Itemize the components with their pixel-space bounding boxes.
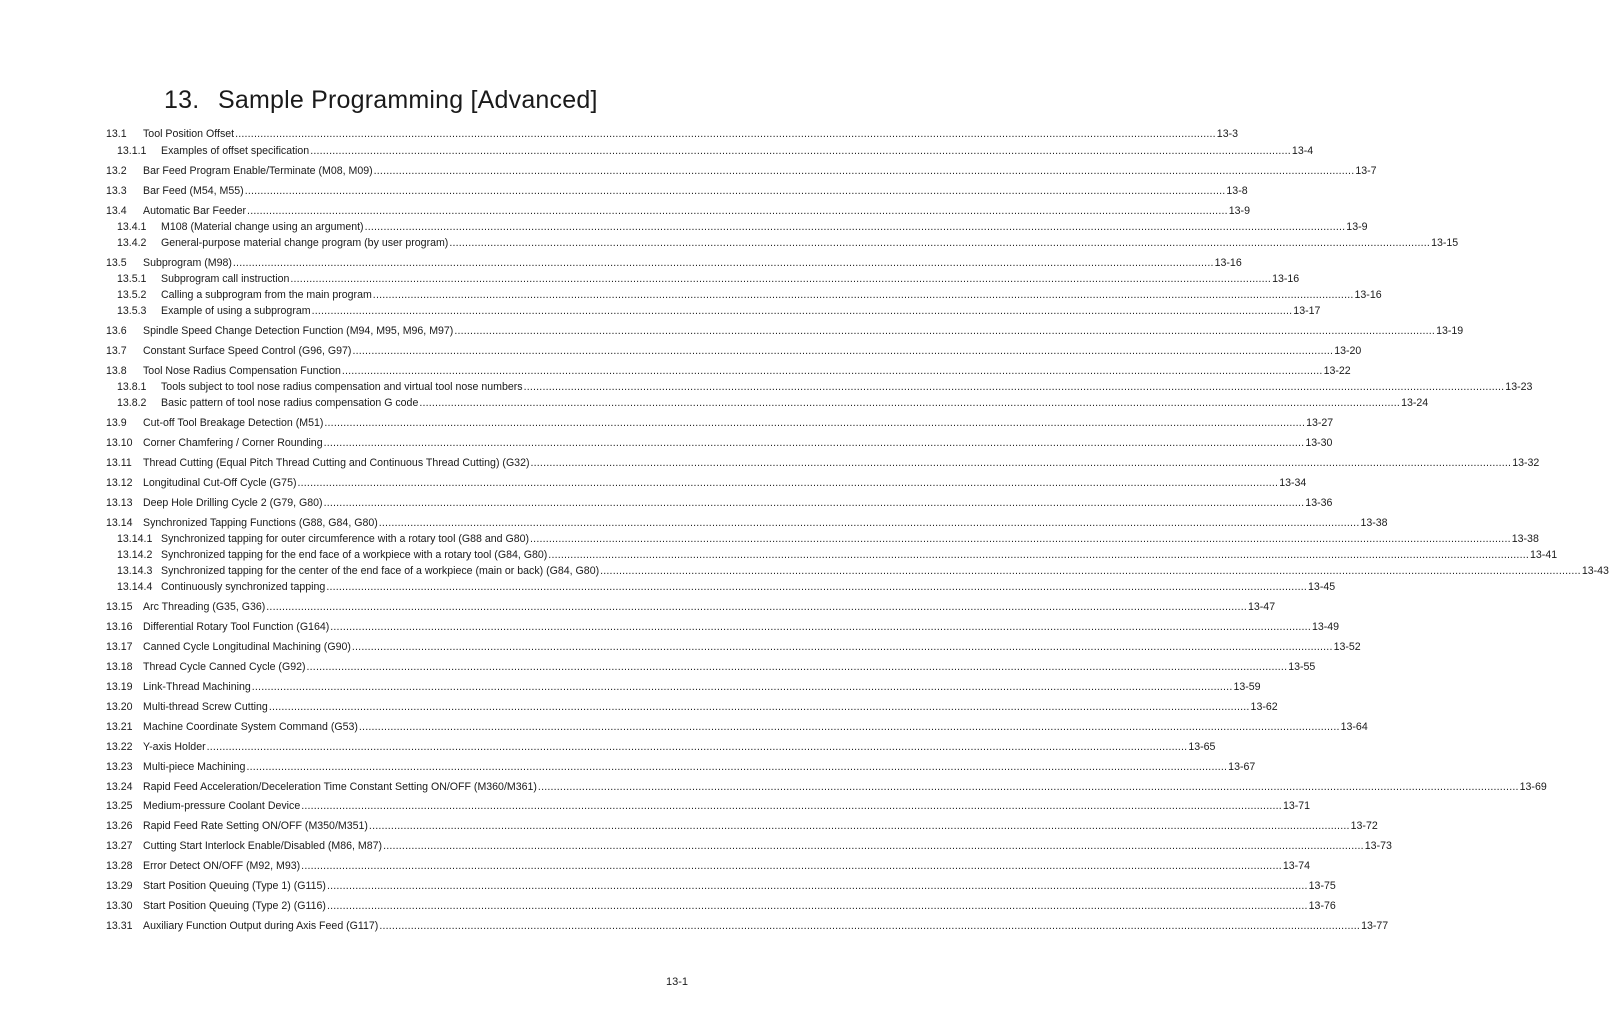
toc-entry-page: 13-16 — [1214, 257, 1242, 269]
toc-entry[interactable] — [106, 819, 1378, 833]
toc-entry[interactable] — [106, 859, 1310, 873]
toc-entry-page: 13-76 — [1308, 900, 1336, 912]
toc-entry[interactable] — [106, 780, 1547, 794]
toc-dot-leader — [312, 304, 1293, 318]
toc-entry-number: 13.14.1 — [117, 533, 153, 545]
toc-entry-page: 13-4 — [1291, 145, 1314, 157]
toc-entry-page: 13-36 — [1305, 497, 1333, 509]
toc-entry[interactable] — [106, 184, 1248, 198]
toc-entry-page: 13-19 — [1436, 325, 1464, 337]
toc-entry[interactable] — [106, 919, 1389, 933]
toc-dot-leader — [233, 256, 1214, 270]
toc-entry-page: 13-49 — [1311, 621, 1340, 633]
toc-entry-title: Differential Rotary Tool Function (G164) — [143, 621, 330, 633]
toc-entry-page: 13-23 — [1505, 381, 1533, 393]
toc-entry-number: 13.20 — [106, 701, 133, 713]
toc-entry-number: 13.12 — [106, 477, 133, 489]
toc-entry[interactable] — [106, 127, 1238, 141]
toc-dot-leader — [330, 620, 1311, 634]
toc-dot-leader — [383, 839, 1364, 853]
toc-entry-number: 13.29 — [106, 880, 133, 892]
toc-entry-number: 13.22 — [106, 741, 133, 753]
toc-entry-title: Longitudinal Cut-Off Cycle (G75) — [143, 477, 297, 489]
toc-entry-page: 13-69 — [1519, 781, 1547, 793]
toc-entry-title: Rapid Feed Acceleration/Deceleration Time Constant Setting ON/OFF (M360/M361) — [143, 781, 537, 793]
toc-entry-page: 13-27 — [1306, 417, 1334, 429]
toc-entry-number: 13.2 — [106, 165, 127, 177]
toc-entry[interactable] — [106, 720, 1368, 734]
toc-entry-title: Spindle Speed Change Detection Function (M94, M95, M96, M97) — [143, 325, 454, 337]
toc-entry-title: Multi-piece Machining — [143, 761, 246, 773]
toc-entry-number: 13.3 — [106, 185, 127, 197]
toc-entry[interactable] — [106, 516, 1388, 530]
toc-entry-title: Thread Cycle Canned Cycle (G92) — [143, 661, 306, 673]
toc-entry[interactable] — [117, 564, 1609, 578]
toc-dot-leader — [327, 899, 1308, 913]
toc-dot-leader — [301, 859, 1282, 873]
toc-dot-leader — [235, 127, 1216, 141]
toc-dot-leader — [324, 496, 1305, 510]
toc-entry-title: Cutting Start Interlock Enable/Disabled (M86, M87) — [143, 840, 383, 852]
toc-entry[interactable] — [117, 272, 1300, 286]
toc-dot-leader — [207, 740, 1188, 754]
toc-entry-number: 13.31 — [106, 920, 133, 932]
toc-entry-page: 13-74 — [1282, 860, 1310, 872]
toc-entry-number: 13.5.1 — [117, 273, 147, 285]
toc-entry-number: 13.4.1 — [117, 221, 147, 233]
toc-entry[interactable] — [106, 620, 1340, 634]
toc-entry[interactable] — [106, 680, 1261, 694]
toc-entry-page: 13-41 — [1530, 549, 1558, 561]
toc-entry-number: 13.16 — [106, 621, 133, 633]
toc-entry-page: 13-3 — [1216, 128, 1238, 140]
toc-dot-leader — [379, 919, 1360, 933]
toc-entry-title: Automatic Bar Feeder — [143, 205, 247, 217]
toc-entry-number: 13.9 — [106, 417, 127, 429]
toc-entry-number: 13.28 — [106, 860, 133, 872]
toc-entry[interactable] — [106, 600, 1276, 614]
toc-dot-leader — [246, 760, 1227, 774]
toc-entry-title: Tools subject to tool nose radius compensation and virtual tool nose numbers — [161, 381, 523, 393]
toc-entry-title: Arc Threading (G35, G36) — [143, 601, 266, 613]
toc-entry-page: 13-38 — [1511, 533, 1539, 545]
toc-entry-page: 13-9 — [1228, 205, 1250, 217]
toc-dot-leader — [600, 564, 1581, 578]
toc-entry-number: 13.4 — [106, 205, 127, 217]
toc-entry-title: M108 (Material change using an argument) — [161, 221, 364, 233]
toc-entry-number: 13.10 — [106, 437, 133, 449]
toc-entry-title: Rapid Feed Rate Setting ON/OFF (M350/M351) — [143, 820, 368, 832]
toc-entry-title: Start Position Queuing (Type 1) (G115) — [143, 880, 326, 892]
toc-entry[interactable] — [106, 496, 1333, 510]
toc-entry-title: Tool Nose Radius Compensation Function — [143, 365, 341, 377]
toc-dot-leader — [252, 680, 1233, 694]
toc-entry-title: Bar Feed (M54, M55) — [143, 185, 244, 197]
toc-entry-number: 13.1.1 — [117, 145, 147, 157]
toc-entry[interactable] — [117, 548, 1558, 562]
toc-entry-title: Link-Thread Machining — [143, 681, 251, 693]
toc-entry-page: 13-55 — [1288, 661, 1316, 673]
toc-entry-page: 13-30 — [1305, 437, 1333, 449]
toc-entry-title: Deep Hole Drilling Cycle 2 (G79, G80) — [143, 497, 323, 509]
toc-dot-leader — [538, 780, 1519, 794]
toc-entry-page: 13-59 — [1233, 681, 1261, 693]
toc-entry-title: Start Position Queuing (Type 2) (G116) — [143, 900, 326, 912]
toc-entry-page: 13-64 — [1340, 721, 1368, 733]
toc-dot-leader — [352, 640, 1333, 654]
toc-entry-title: Examples of offset specification — [161, 145, 310, 157]
toc-dot-leader — [342, 364, 1323, 378]
toc-dot-leader — [369, 819, 1350, 833]
toc-entry-title: Tool Position Offset — [143, 128, 235, 140]
toc-dot-leader — [310, 144, 1291, 158]
toc-entry[interactable] — [106, 476, 1307, 490]
toc-entry-number: 13.21 — [106, 721, 133, 733]
toc-entry-number: 13.11 — [106, 457, 132, 469]
toc-entry-title: Machine Coordinate System Command (G53) — [143, 721, 358, 733]
toc-entry-title: Subprogram call instruction — [161, 273, 290, 285]
toc-entry-number: 13.25 — [106, 800, 133, 812]
toc-entry[interactable] — [117, 144, 1314, 158]
toc-entry[interactable] — [117, 532, 1539, 546]
toc-dot-leader — [374, 164, 1355, 178]
toc-dot-leader — [247, 204, 1228, 218]
toc-entry-page: 13-43 — [1581, 565, 1609, 577]
toc-entry-title: Cut-off Tool Breakage Detection (M51) — [143, 417, 324, 429]
toc-dot-leader — [352, 344, 1333, 358]
toc-dot-leader — [324, 436, 1305, 450]
toc-dot-leader — [359, 720, 1340, 734]
toc-entry-title: Multi-thread Screw Cutting — [143, 701, 268, 713]
toc-dot-leader — [326, 580, 1307, 594]
toc-entry-page: 13-73 — [1364, 840, 1392, 852]
toc-entry[interactable] — [106, 256, 1242, 270]
toc-entry[interactable] — [106, 364, 1351, 378]
toc-entry-number: 13.13 — [106, 497, 133, 509]
toc-entry-page: 13-16 — [1354, 289, 1382, 301]
toc-dot-leader — [449, 236, 1430, 250]
toc-entry-number: 13.24 — [106, 781, 133, 793]
toc-entry-title: Synchronized tapping for the center of the end face of a workpiece (main or back) (G84, G80) — [161, 565, 600, 577]
toc-entry-page: 13-16 — [1272, 273, 1300, 285]
chapter-number: 13. — [164, 86, 200, 114]
toc-entry[interactable] — [106, 660, 1316, 674]
toc-entry-page: 13-38 — [1360, 517, 1388, 529]
toc-entry[interactable] — [106, 879, 1336, 893]
toc-entry-page: 13-45 — [1308, 581, 1336, 593]
toc-entry-page: 13-75 — [1308, 880, 1336, 892]
toc-entry-title: Constant Surface Speed Control (G96, G97) — [143, 345, 352, 357]
toc-dot-leader — [531, 456, 1512, 470]
toc-entry-page: 13-7 — [1355, 165, 1377, 177]
toc-entry-number: 13.1 — [106, 128, 127, 140]
toc-entry-number: 13.14.4 — [117, 581, 153, 593]
toc-dot-leader — [245, 184, 1226, 198]
toc-entry-number: 13.5 — [106, 257, 127, 269]
toc-entry-page: 13-9 — [1346, 221, 1368, 233]
toc-entry[interactable] — [106, 204, 1250, 218]
toc-entry-title: Bar Feed Program Enable/Terminate (M08, M09) — [143, 165, 373, 177]
toc-entry-number: 13.14 — [106, 517, 133, 529]
toc-entry[interactable] — [117, 288, 1382, 302]
toc-dot-leader — [419, 396, 1400, 410]
toc-dot-leader — [524, 380, 1505, 394]
toc-entry-number: 13.5.3 — [117, 305, 147, 317]
toc-entry[interactable] — [117, 304, 1321, 318]
toc-entry-title: General-purpose material change program (by user program) — [161, 237, 449, 249]
toc-entry[interactable] — [106, 456, 1540, 470]
toc-dot-leader — [373, 288, 1354, 302]
toc-entry[interactable] — [117, 380, 1533, 394]
toc-entry-number: 13.8.1 — [117, 381, 147, 393]
toc-dot-leader — [269, 700, 1250, 714]
toc-entry-title: Subprogram (M98) — [143, 257, 232, 269]
toc-entry[interactable] — [106, 760, 1256, 774]
toc-entry[interactable] — [106, 839, 1392, 853]
toc-dot-leader — [324, 416, 1305, 430]
toc-entry-page: 13-34 — [1279, 477, 1307, 489]
toc-entry-number: 13.14.2 — [117, 549, 153, 561]
toc-entry-page: 13-71 — [1282, 800, 1311, 812]
toc-entry-title: Medium-pressure Coolant Device — [143, 800, 301, 812]
toc-entry-page: 13-24 — [1401, 397, 1429, 409]
toc-entry-page: 13-20 — [1334, 345, 1362, 357]
toc-entry-title: Example of using a subprogram — [161, 305, 311, 317]
toc-entry-page: 13-17 — [1293, 305, 1321, 317]
toc-entry[interactable] — [106, 416, 1334, 430]
toc-entry[interactable] — [117, 580, 1336, 594]
toc-entry-number: 13.7 — [106, 345, 127, 357]
toc-entry-page: 13-62 — [1250, 701, 1278, 713]
toc-entry-page: 13-32 — [1512, 457, 1540, 469]
chapter-title-text: Sample Programming [Advanced] — [218, 86, 598, 114]
toc-entry-page: 13-65 — [1188, 741, 1216, 753]
toc-entry[interactable] — [106, 324, 1464, 338]
toc-dot-leader — [298, 476, 1279, 490]
toc-entry-page: 13-72 — [1350, 820, 1378, 832]
toc-entry[interactable] — [117, 220, 1368, 234]
toc-entry-number: 13.17 — [106, 641, 133, 653]
toc-dot-leader — [290, 272, 1271, 286]
toc-entry-number: 13.14.3 — [117, 565, 153, 577]
toc-entry[interactable] — [117, 396, 1429, 410]
toc-entry[interactable] — [106, 640, 1361, 654]
toc-entry-page: 13-15 — [1431, 237, 1459, 249]
toc-entry[interactable] — [106, 899, 1336, 913]
toc-entry-number: 13.6 — [106, 325, 127, 337]
toc-entry-page: 13-52 — [1333, 641, 1361, 653]
toc-entry-number: 13.30 — [106, 900, 133, 912]
toc-dot-leader — [365, 220, 1346, 234]
toc-entry[interactable] — [106, 799, 1311, 813]
toc-dot-leader — [379, 516, 1360, 530]
toc-entry-title: Canned Cycle Longitudinal Machining (G90) — [143, 641, 351, 653]
toc-entry-number: 13.15 — [106, 601, 133, 613]
toc-entry-number: 13.18 — [106, 661, 133, 673]
toc-entry-number: 13.5.2 — [117, 289, 147, 301]
page-number: 13-1 — [666, 976, 689, 988]
toc-entry-title: Error Detect ON/OFF (M92, M93) — [143, 860, 301, 872]
toc-entry-number: 13.23 — [106, 761, 133, 773]
toc-entry-number: 13.19 — [106, 681, 133, 693]
toc-entry[interactable] — [106, 436, 1333, 450]
toc-entry-title: Synchronized tapping for outer circumference with a rotary tool (G88 and G80) — [161, 533, 530, 545]
toc-entry-page: 13-77 — [1361, 920, 1389, 932]
toc-entry-number: 13.26 — [106, 820, 133, 832]
toc-entry-title: Thread Cutting (Equal Pitch Thread Cutting and Continuous Thread Cutting) (G32) — [143, 457, 530, 469]
toc-entry-title: Synchronized tapping for the end face of a workpiece with a rotary tool (G84, G80) — [161, 549, 548, 561]
toc-entry-number: 13.8 — [106, 365, 127, 377]
toc-entry[interactable] — [106, 344, 1362, 358]
toc-entry-number: 13.8.2 — [117, 397, 147, 409]
toc-dot-leader — [530, 532, 1511, 546]
toc-entry-title: Synchronized Tapping Functions (G88, G84, G80) — [143, 517, 378, 529]
toc-dot-leader — [327, 879, 1308, 893]
toc-dot-leader — [266, 600, 1247, 614]
toc-entry[interactable] — [106, 740, 1216, 754]
toc-entry-number: 13.27 — [106, 840, 133, 852]
toc-entry-page: 13-47 — [1248, 601, 1276, 613]
toc-entry[interactable] — [117, 236, 1459, 250]
toc-entry-title: Y-axis Holder — [143, 741, 206, 753]
toc-entry-title: Calling a subprogram from the main program — [161, 289, 372, 301]
toc-dot-leader — [301, 799, 1282, 813]
toc-entry-title: Continuously synchronized tapping — [161, 581, 326, 593]
toc-entry-page: 13-8 — [1226, 185, 1248, 197]
toc-dot-leader — [548, 548, 1529, 562]
toc-entry-page: 13-67 — [1228, 761, 1256, 773]
toc-entry-number: 13.4.2 — [117, 237, 147, 249]
toc-entry-page: 13-22 — [1323, 365, 1351, 377]
toc-dot-leader — [454, 324, 1435, 338]
toc-entry[interactable] — [106, 164, 1377, 178]
toc-entry-title: Corner Chamfering / Corner Rounding — [143, 437, 323, 449]
toc-entry-title: Basic pattern of tool nose radius compensation G code — [161, 397, 419, 409]
toc-dot-leader — [307, 660, 1288, 674]
toc-entry[interactable] — [106, 700, 1278, 714]
toc-entry-title: Auxiliary Function Output during Axis Feed (G117) — [143, 920, 379, 932]
